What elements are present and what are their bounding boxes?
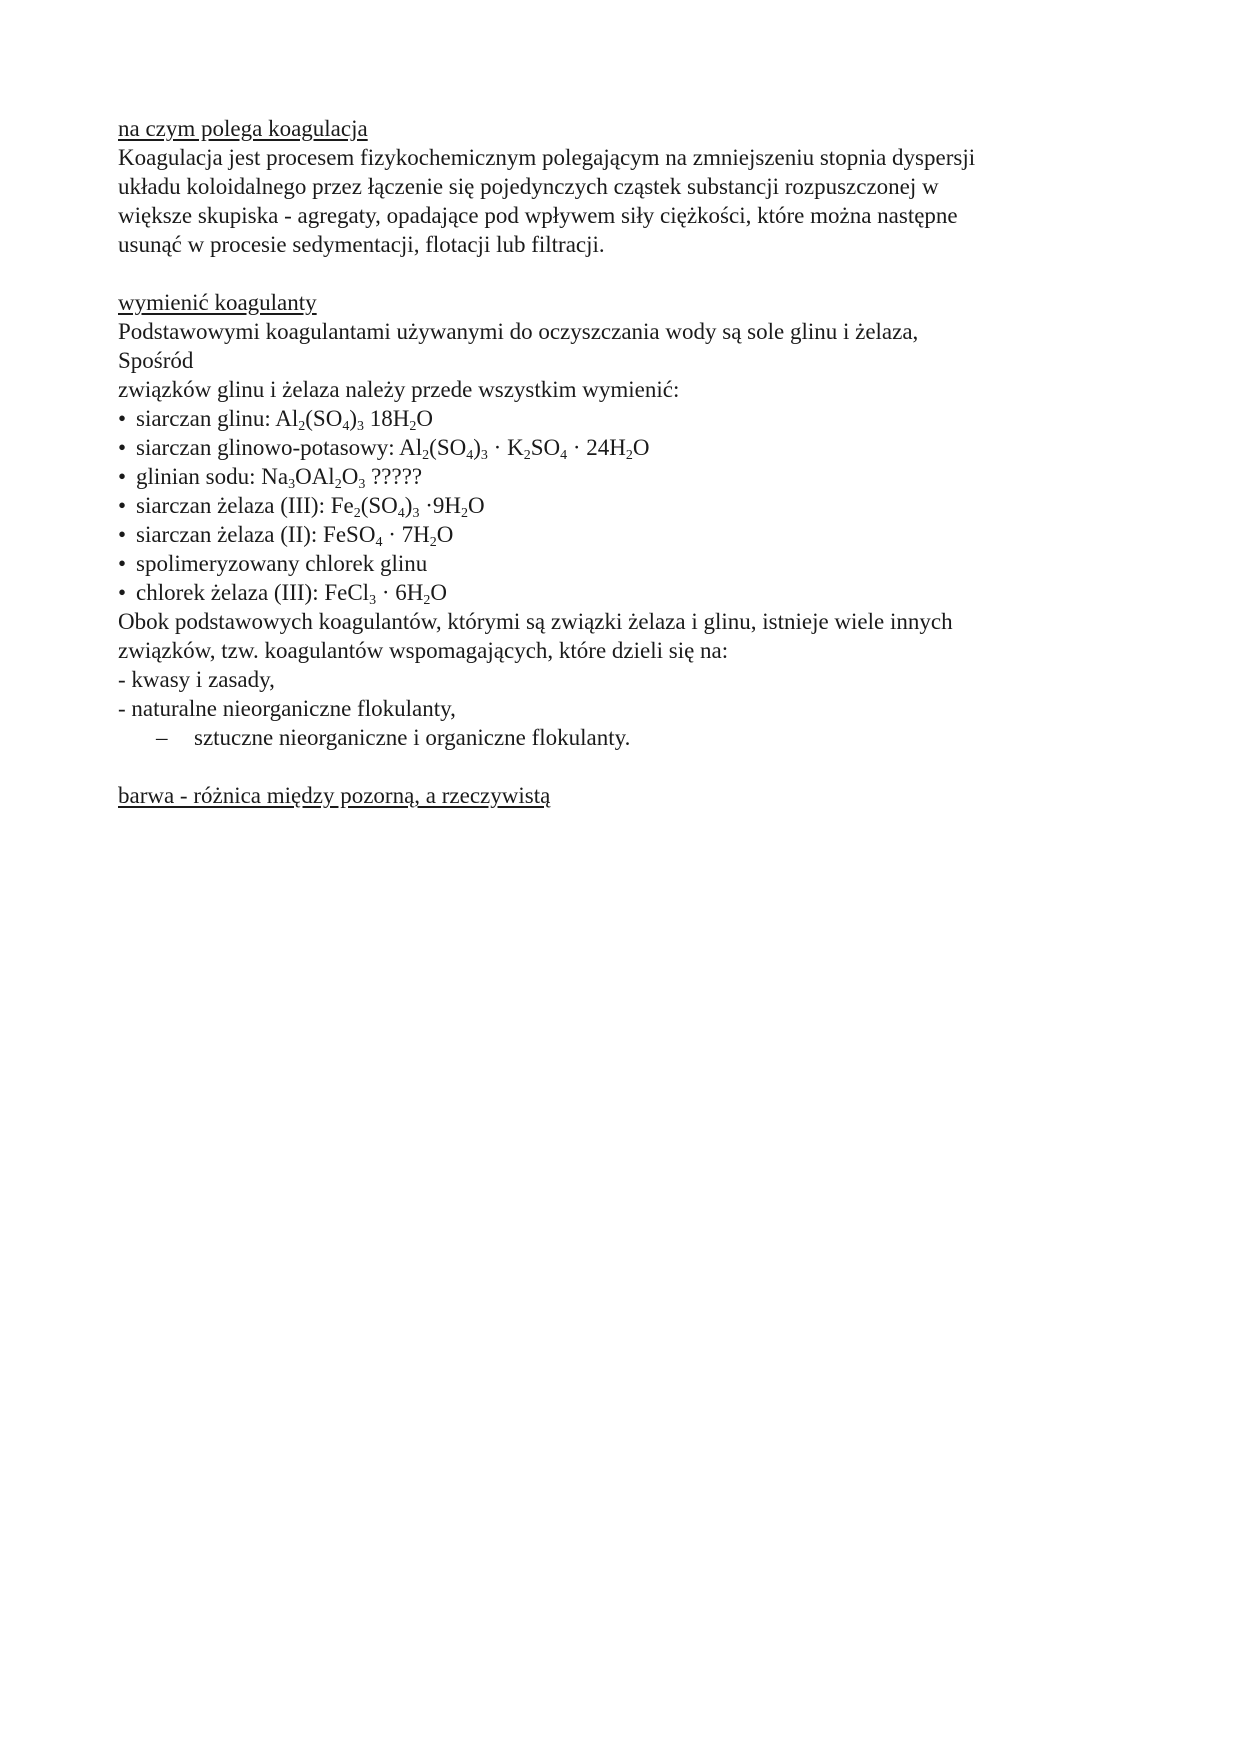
coagulant-name: siarczan glinowo-potasowy: — [136, 435, 400, 460]
bullet-marker: • — [118, 493, 127, 518]
chemical-formula: $Al_2(SO_4)_3 \cdot K_2SO_4 \cdot 24H_2O$ — [399, 435, 650, 463]
auxiliary-coagulants-paragraph — [118, 607, 1078, 752]
coagulant-name: siarczan glinu: — [136, 406, 276, 431]
coagulant-list-item — [118, 462, 1078, 491]
bullet-marker: • — [118, 580, 127, 605]
list-line: - kwasy i zasady, — [118, 667, 275, 692]
coagulant-list-item — [118, 549, 1078, 578]
coagulant-list-item — [118, 578, 1078, 607]
paragraph-line: usunąć w procesie sedymentacji, flotacji lub filtracji. — [118, 232, 605, 257]
spacer — [118, 259, 1078, 288]
intro-line: Podstawowymi koagulantami używanymi do oczyszczania wody są sole glinu i żelaza, — [118, 319, 919, 344]
bullet-marker: • — [118, 464, 127, 489]
coagulant-name: spolimeryzowany chlorek glinu — [136, 551, 428, 576]
chemical-formula: FeCl$_3$ · $6H_2O$ — [324, 580, 447, 608]
chemical-formula: $Na_3OAl_2O_3$ ????? — [261, 464, 423, 492]
dash-marker: – — [156, 725, 168, 750]
chemical-formula: $Fe_2(SO_4)_3 \cdot 9H_2O$ — [330, 493, 485, 521]
bullet-marker: • — [118, 435, 127, 460]
chemical-formula: $Al_2(SO_4)_3$ $18H_2O$ — [275, 406, 433, 434]
paragraph-line: większe skupiska - agregaty, opadające pod wpływem siły ciężkości, które można następne — [118, 203, 958, 228]
chemical-formula: FeSO$_4$ · $7H_2O$ — [323, 522, 454, 550]
document-page — [118, 114, 1078, 810]
coagulant-name: glinian sodu: — [136, 464, 262, 489]
coagulant-list-item — [118, 404, 1078, 433]
coagulants-intro — [118, 317, 1078, 404]
paragraph-line: Obok podstawowych koagulantów, którymi są związki żelaza i glinu, istnieje wiele innych — [118, 609, 953, 634]
coagulant-bullet-list — [118, 404, 1078, 607]
heading-coagulation: na czym polega koagulacja — [118, 116, 368, 141]
coagulant-name: siarczan żelaza (II): — [136, 522, 324, 547]
paragraph-line: układu koloidalnego przez łączenie się pojedynczych cząstek substancji rozpuszczonej w — [118, 174, 939, 199]
list-line: - naturalne nieorganiczne flokulanty, — [118, 696, 456, 721]
coagulant-name: chlorek żelaza (III): — [136, 580, 325, 605]
heading-coagulants: wymienić koagulanty — [118, 290, 317, 315]
bullet-marker: • — [118, 522, 127, 547]
paragraph-line: Koagulacja jest procesem fizykochemicznym polegającym na zmniejszeniu stopnia dyspersji — [118, 145, 976, 170]
bullet-marker: • — [118, 406, 127, 431]
intro-line: związków glinu i żelaza należy przede wszystkim wymienić: — [118, 377, 680, 402]
heading-color: barwa - różnica między pozorną, a rzeczywistą — [118, 783, 551, 808]
coagulant-list-item — [118, 520, 1078, 549]
spacer — [118, 752, 1078, 781]
coagulant-list-item — [118, 491, 1078, 520]
coagulation-paragraph — [118, 143, 1078, 259]
dash-list-item — [118, 723, 1078, 752]
paragraph-line: związków, tzw. koagulantów wspomagających, które dzieli się na: — [118, 638, 729, 663]
intro-line: Spośród — [118, 348, 194, 373]
dash-item-text: sztuczne nieorganiczne i organiczne flokulanty. — [194, 725, 631, 750]
bullet-marker: • — [118, 551, 127, 576]
coagulant-name: siarczan żelaza (III): — [136, 493, 331, 518]
coagulant-list-item — [118, 433, 1078, 462]
